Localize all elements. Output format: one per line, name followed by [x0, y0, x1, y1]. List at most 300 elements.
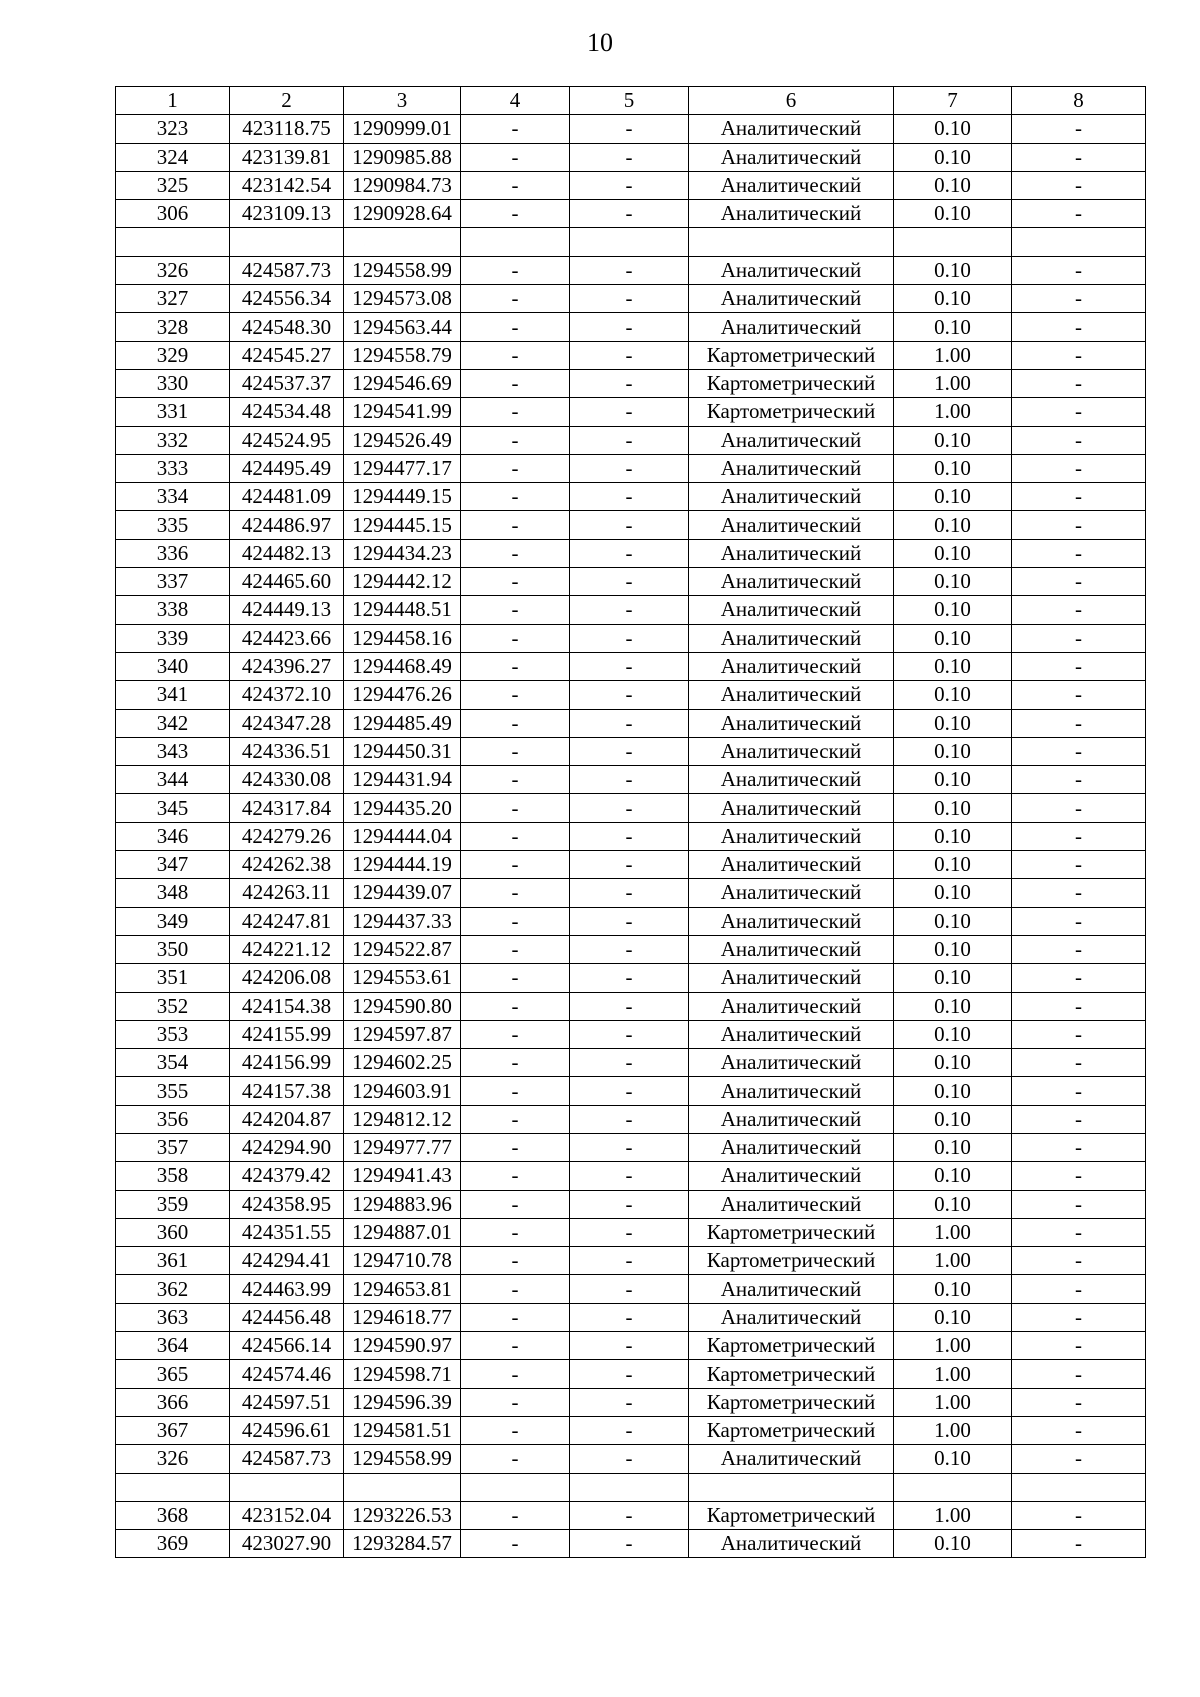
- table-cell: 424221.12: [230, 935, 344, 963]
- table-cell: 0.10: [894, 1105, 1012, 1133]
- table-cell: Аналитический: [689, 1445, 894, 1473]
- table-cell: 0.10: [894, 1530, 1012, 1558]
- table-cell: Аналитический: [689, 1275, 894, 1303]
- table-cell: 1294450.31: [344, 737, 461, 765]
- table-cell: 1293284.57: [344, 1530, 461, 1558]
- table-cell: Аналитический: [689, 313, 894, 341]
- table-cell: 326: [116, 1445, 230, 1473]
- table-cell: -: [461, 794, 570, 822]
- table-cell: 1.00: [894, 1360, 1012, 1388]
- table-cell: -: [461, 1416, 570, 1444]
- table-cell: -: [1012, 907, 1146, 935]
- table-cell: -: [570, 1388, 689, 1416]
- column-header: 7: [894, 87, 1012, 115]
- table-cell: 424347.28: [230, 709, 344, 737]
- table-row: [116, 907, 1146, 935]
- table-cell: 326: [116, 256, 230, 284]
- table-cell: -: [570, 1501, 689, 1529]
- table-row: [116, 1247, 1146, 1275]
- table-cell: 356: [116, 1105, 230, 1133]
- table-cell: Аналитический: [689, 992, 894, 1020]
- table-cell: 1294653.81: [344, 1275, 461, 1303]
- table-cell: 1.00: [894, 369, 1012, 397]
- table-cell: 342: [116, 709, 230, 737]
- table-row: [116, 115, 1146, 143]
- table-cell: Картометрический: [689, 1501, 894, 1529]
- table-cell: -: [1012, 1162, 1146, 1190]
- table-cell: -: [1012, 1218, 1146, 1246]
- table-cell: -: [570, 879, 689, 907]
- table-cell: 346: [116, 822, 230, 850]
- table-cell: -: [570, 1445, 689, 1473]
- table-cell: -: [1012, 511, 1146, 539]
- table-cell: 360: [116, 1218, 230, 1246]
- table-cell: 345: [116, 794, 230, 822]
- table-cell: -: [1012, 1416, 1146, 1444]
- table-cell: 424537.37: [230, 369, 344, 397]
- table-cell: 1294439.07: [344, 879, 461, 907]
- table-cell: Картометрический: [689, 1360, 894, 1388]
- table-row: [116, 766, 1146, 794]
- table-cell: -: [1012, 1105, 1146, 1133]
- table-cell: -: [461, 935, 570, 963]
- table-cell: Аналитический: [689, 851, 894, 879]
- table-cell: 1294468.49: [344, 652, 461, 680]
- table-cell: -: [1012, 1247, 1146, 1275]
- table-cell: 368: [116, 1501, 230, 1529]
- table-row: [116, 709, 1146, 737]
- table-row: [116, 1049, 1146, 1077]
- table-cell: 0.10: [894, 539, 1012, 567]
- table-cell: -: [1012, 1360, 1146, 1388]
- table-cell: 1294445.15: [344, 511, 461, 539]
- table-cell: -: [1012, 766, 1146, 794]
- table-cell: 325: [116, 171, 230, 199]
- table-cell: -: [570, 624, 689, 652]
- table-cell: -: [461, 1360, 570, 1388]
- table-row: [116, 1105, 1146, 1133]
- table-row: [116, 1388, 1146, 1416]
- table-cell: 424279.26: [230, 822, 344, 850]
- table-row: [116, 511, 1146, 539]
- table-cell: -: [1012, 483, 1146, 511]
- table-cell: -: [461, 1020, 570, 1048]
- table-cell: -: [1012, 1501, 1146, 1529]
- table-cell: 334: [116, 483, 230, 511]
- table-cell: -: [1012, 992, 1146, 1020]
- table-cell: -: [461, 681, 570, 709]
- table-cell: 424396.27: [230, 652, 344, 680]
- table-cell: 0.10: [894, 907, 1012, 935]
- table-row: [116, 964, 1146, 992]
- table-cell: 1294431.94: [344, 766, 461, 794]
- table-cell: -: [570, 907, 689, 935]
- table-cell: -: [570, 1190, 689, 1218]
- table-cell: 1.00: [894, 398, 1012, 426]
- table-cell: -: [1012, 964, 1146, 992]
- table-cell: 424548.30: [230, 313, 344, 341]
- table-cell: 1294812.12: [344, 1105, 461, 1133]
- table-cell: -: [1012, 1332, 1146, 1360]
- table-cell: -: [461, 879, 570, 907]
- table-cell: Аналитический: [689, 879, 894, 907]
- table-cell: -: [1012, 1020, 1146, 1048]
- table-cell: 330: [116, 369, 230, 397]
- table-cell: 1294596.39: [344, 1388, 461, 1416]
- table-cell: -: [461, 143, 570, 171]
- table-cell: 424379.42: [230, 1162, 344, 1190]
- table-cell: -: [461, 851, 570, 879]
- table-cell: -: [461, 1445, 570, 1473]
- table-cell: -: [570, 822, 689, 850]
- table-cell: 0.10: [894, 822, 1012, 850]
- table-cell: Картометрический: [689, 1416, 894, 1444]
- table-cell: -: [570, 568, 689, 596]
- table-cell: Картометрический: [689, 369, 894, 397]
- table-cell: 347: [116, 851, 230, 879]
- table-cell: Аналитический: [689, 454, 894, 482]
- table-row: [116, 1190, 1146, 1218]
- table-cell: -: [461, 568, 570, 596]
- table-cell: 1294602.25: [344, 1049, 461, 1077]
- table-cell: Аналитический: [689, 1049, 894, 1077]
- table-header-row: [116, 87, 1146, 115]
- table-cell: 1294977.77: [344, 1133, 461, 1161]
- table-cell: -: [570, 398, 689, 426]
- table-cell: -: [570, 709, 689, 737]
- table-cell: 0.10: [894, 709, 1012, 737]
- table-cell: 424263.11: [230, 879, 344, 907]
- table-cell: 424358.95: [230, 1190, 344, 1218]
- table-row: [116, 652, 1146, 680]
- table-cell: -: [461, 1049, 570, 1077]
- table-cell: 424587.73: [230, 256, 344, 284]
- empty-cell: [230, 1473, 344, 1501]
- table-cell: 1294710.78: [344, 1247, 461, 1275]
- table-cell: 0.10: [894, 1190, 1012, 1218]
- table-cell: -: [461, 483, 570, 511]
- table-cell: 423118.75: [230, 115, 344, 143]
- table-cell: 0.10: [894, 935, 1012, 963]
- table-cell: 338: [116, 596, 230, 624]
- table-cell: -: [1012, 313, 1146, 341]
- table-row: [116, 426, 1146, 454]
- table-cell: Аналитический: [689, 794, 894, 822]
- table-cell: -: [461, 1190, 570, 1218]
- table-row: [116, 737, 1146, 765]
- table-cell: -: [570, 369, 689, 397]
- table-cell: 1294541.99: [344, 398, 461, 426]
- table-cell: 1294444.04: [344, 822, 461, 850]
- table-cell: -: [461, 115, 570, 143]
- table-cell: -: [1012, 1190, 1146, 1218]
- table-cell: Аналитический: [689, 1162, 894, 1190]
- table-cell: Аналитический: [689, 652, 894, 680]
- table-cell: -: [570, 992, 689, 1020]
- page-number: 10: [587, 28, 613, 57]
- table-row: [116, 1445, 1146, 1473]
- table-cell: -: [1012, 1388, 1146, 1416]
- table-cell: -: [570, 935, 689, 963]
- table-cell: 0.10: [894, 596, 1012, 624]
- table-cell: -: [570, 285, 689, 313]
- column-header: 8: [1012, 87, 1146, 115]
- empty-cell: [461, 228, 570, 256]
- table-cell: 1294603.91: [344, 1077, 461, 1105]
- column-header: 5: [570, 87, 689, 115]
- table-cell: 1294598.71: [344, 1360, 461, 1388]
- table-cell: 0.10: [894, 766, 1012, 794]
- table-cell: 423109.13: [230, 200, 344, 228]
- table-cell: -: [570, 1105, 689, 1133]
- table-cell: 424247.81: [230, 907, 344, 935]
- table-cell: 1294590.97: [344, 1332, 461, 1360]
- table-cell: -: [461, 964, 570, 992]
- table-cell: -: [570, 483, 689, 511]
- table-cell: 424317.84: [230, 794, 344, 822]
- table-cell: 0.10: [894, 1020, 1012, 1048]
- table-row: [116, 171, 1146, 199]
- column-header: 4: [461, 87, 570, 115]
- table-cell: 1294553.61: [344, 964, 461, 992]
- table-cell: 352: [116, 992, 230, 1020]
- table-cell: Аналитический: [689, 822, 894, 850]
- table-cell: Аналитический: [689, 1020, 894, 1048]
- table-cell: -: [461, 1218, 570, 1246]
- table-cell: 424524.95: [230, 426, 344, 454]
- table-cell: 1290999.01: [344, 115, 461, 143]
- table-cell: 0.10: [894, 681, 1012, 709]
- table-row: [116, 1020, 1146, 1048]
- table-cell: Аналитический: [689, 1105, 894, 1133]
- table-cell: 1294485.49: [344, 709, 461, 737]
- table-cell: -: [461, 737, 570, 765]
- table-cell: -: [1012, 596, 1146, 624]
- table-cell: -: [461, 1077, 570, 1105]
- table-cell: 424336.51: [230, 737, 344, 765]
- table-cell: 424597.51: [230, 1388, 344, 1416]
- table-cell: 1294558.99: [344, 1445, 461, 1473]
- table-cell: 0.10: [894, 313, 1012, 341]
- table-cell: Картометрический: [689, 1332, 894, 1360]
- table-cell: Картометрический: [689, 1247, 894, 1275]
- table-cell: 350: [116, 935, 230, 963]
- table-cell: 424545.27: [230, 341, 344, 369]
- table-cell: 362: [116, 1275, 230, 1303]
- table-cell: Аналитический: [689, 596, 894, 624]
- table-cell: 0.10: [894, 879, 1012, 907]
- table-cell: -: [1012, 143, 1146, 171]
- table-cell: 1294435.20: [344, 794, 461, 822]
- table-cell: Аналитический: [689, 511, 894, 539]
- table-row: [116, 1077, 1146, 1105]
- table-cell: 1294448.51: [344, 596, 461, 624]
- table-cell: -: [1012, 737, 1146, 765]
- table-cell: Аналитический: [689, 1530, 894, 1558]
- table-cell: 367: [116, 1416, 230, 1444]
- table-cell: -: [1012, 624, 1146, 652]
- table-cell: 329: [116, 341, 230, 369]
- table-row: [116, 454, 1146, 482]
- table-row: [116, 539, 1146, 567]
- table-row: [116, 1416, 1146, 1444]
- table-row: [116, 879, 1146, 907]
- table-cell: -: [461, 766, 570, 794]
- table-cell: 1294444.19: [344, 851, 461, 879]
- table-cell: Аналитический: [689, 624, 894, 652]
- table-cell: 332: [116, 426, 230, 454]
- table-row: [116, 285, 1146, 313]
- table-cell: Аналитический: [689, 426, 894, 454]
- table-cell: -: [1012, 171, 1146, 199]
- table-cell: -: [461, 200, 570, 228]
- empty-cell: [1012, 1473, 1146, 1501]
- table-row: [116, 1501, 1146, 1529]
- empty-cell: [894, 1473, 1012, 1501]
- table-cell: 1294437.33: [344, 907, 461, 935]
- table-cell: Аналитический: [689, 568, 894, 596]
- table-cell: 1290928.64: [344, 200, 461, 228]
- table-cell: -: [570, 341, 689, 369]
- table-cell: Аналитический: [689, 143, 894, 171]
- table-cell: -: [461, 822, 570, 850]
- separator-row: [116, 228, 1146, 256]
- table-cell: -: [1012, 285, 1146, 313]
- table-row: [116, 681, 1146, 709]
- table-cell: 0.10: [894, 1077, 1012, 1105]
- table-cell: 424587.73: [230, 1445, 344, 1473]
- table-cell: 424157.38: [230, 1077, 344, 1105]
- table-cell: -: [1012, 822, 1146, 850]
- table-cell: -: [570, 737, 689, 765]
- table-cell: 424463.99: [230, 1275, 344, 1303]
- table-cell: 323: [116, 115, 230, 143]
- table-cell: 0.10: [894, 794, 1012, 822]
- table-cell: -: [1012, 1530, 1146, 1558]
- table-cell: -: [461, 1530, 570, 1558]
- table-cell: Аналитический: [689, 907, 894, 935]
- table-cell: -: [1012, 454, 1146, 482]
- table-cell: 424566.14: [230, 1332, 344, 1360]
- table-cell: -: [1012, 1445, 1146, 1473]
- table-row: [116, 992, 1146, 1020]
- table-cell: 0.10: [894, 1303, 1012, 1331]
- table-cell: -: [1012, 341, 1146, 369]
- table-cell: Картометрический: [689, 398, 894, 426]
- table-cell: 0.10: [894, 511, 1012, 539]
- table-cell: Аналитический: [689, 766, 894, 794]
- table-cell: -: [570, 766, 689, 794]
- table-row: [116, 200, 1146, 228]
- empty-cell: [461, 1473, 570, 1501]
- table-cell: 424449.13: [230, 596, 344, 624]
- table-cell: 424534.48: [230, 398, 344, 426]
- table-cell: Аналитический: [689, 483, 894, 511]
- table-cell: 355: [116, 1077, 230, 1105]
- table-cell: 0.10: [894, 1049, 1012, 1077]
- table-cell: -: [570, 1218, 689, 1246]
- table-cell: 0.10: [894, 454, 1012, 482]
- table-row: [116, 1332, 1146, 1360]
- table-cell: 366: [116, 1388, 230, 1416]
- table-cell: Аналитический: [689, 1303, 894, 1331]
- table-cell: 0.10: [894, 568, 1012, 596]
- table-cell: 424206.08: [230, 964, 344, 992]
- table-cell: 328: [116, 313, 230, 341]
- table-cell: 1.00: [894, 1218, 1012, 1246]
- table-row: [116, 794, 1146, 822]
- empty-cell: [570, 1473, 689, 1501]
- table-cell: -: [570, 426, 689, 454]
- table-cell: -: [570, 596, 689, 624]
- table-cell: -: [570, 1332, 689, 1360]
- table-cell: -: [570, 1049, 689, 1077]
- table-row: [116, 313, 1146, 341]
- table-cell: 1294434.23: [344, 539, 461, 567]
- table-cell: 335: [116, 511, 230, 539]
- table-cell: -: [461, 171, 570, 199]
- column-header: 3: [344, 87, 461, 115]
- table-row: [116, 1275, 1146, 1303]
- table-cell: 1290984.73: [344, 171, 461, 199]
- table-cell: 423139.81: [230, 143, 344, 171]
- table-cell: -: [1012, 200, 1146, 228]
- empty-cell: [230, 228, 344, 256]
- table-cell: Аналитический: [689, 115, 894, 143]
- table-cell: Аналитический: [689, 200, 894, 228]
- table-cell: 424155.99: [230, 1020, 344, 1048]
- table-cell: 1294887.01: [344, 1218, 461, 1246]
- table-cell: 423152.04: [230, 1501, 344, 1529]
- table-cell: 424294.90: [230, 1133, 344, 1161]
- table-cell: -: [461, 1105, 570, 1133]
- table-cell: -: [461, 511, 570, 539]
- table-cell: -: [1012, 1049, 1146, 1077]
- table-cell: -: [461, 624, 570, 652]
- table-cell: 1.00: [894, 1388, 1012, 1416]
- table-cell: -: [570, 200, 689, 228]
- table-row: [116, 596, 1146, 624]
- table-cell: -: [1012, 256, 1146, 284]
- table-cell: Аналитический: [689, 1190, 894, 1218]
- table-cell: 424204.87: [230, 1105, 344, 1133]
- table-cell: 424556.34: [230, 285, 344, 313]
- table-cell: 1294476.26: [344, 681, 461, 709]
- table-cell: -: [1012, 794, 1146, 822]
- table-cell: Картометрический: [689, 1218, 894, 1246]
- table-cell: 0.10: [894, 624, 1012, 652]
- table-row: [116, 483, 1146, 511]
- table-row: [116, 341, 1146, 369]
- column-header: 6: [689, 87, 894, 115]
- table-cell: 1.00: [894, 341, 1012, 369]
- table-row: [116, 1530, 1146, 1558]
- empty-cell: [1012, 228, 1146, 256]
- table-cell: 0.10: [894, 115, 1012, 143]
- table-cell: -: [570, 313, 689, 341]
- table-cell: 424423.66: [230, 624, 344, 652]
- table-cell: 1293226.53: [344, 1501, 461, 1529]
- table-cell: 1294581.51: [344, 1416, 461, 1444]
- table-cell: 1294573.08: [344, 285, 461, 313]
- table-cell: Аналитический: [689, 935, 894, 963]
- table-cell: -: [461, 1501, 570, 1529]
- table-cell: 1294442.12: [344, 568, 461, 596]
- table-cell: 423027.90: [230, 1530, 344, 1558]
- table-cell: -: [461, 652, 570, 680]
- table-cell: -: [461, 313, 570, 341]
- table-cell: 1294590.80: [344, 992, 461, 1020]
